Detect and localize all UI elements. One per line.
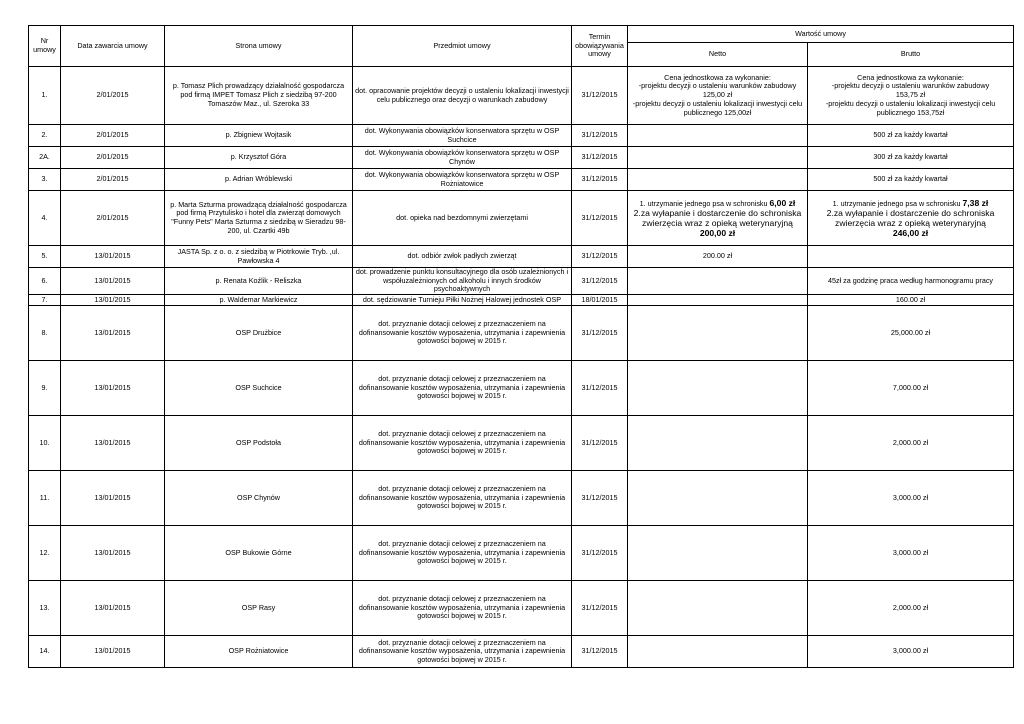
cell-subject: dot. przyznanie dotacji celowej z przeznaczeniem na dofinansowanie kosztów wyposażenia, utrzymania i zapewnienia gotowości bojowej w 2015 r. (353, 361, 572, 416)
cell-term: 31/12/2015 (572, 147, 628, 169)
table-row (29, 147, 1014, 169)
table-row (29, 67, 1014, 125)
cell-party: OSP Rasy (165, 581, 353, 636)
cell-date: 13/01/2015 (61, 295, 165, 306)
cell-party: OSP Podstoła (165, 416, 353, 471)
brutto-line-1: 1. utrzymanie jednego psa w schronisku (832, 198, 963, 208)
cell-subject: dot. opieka nad bezdomnymi zwierzętami (353, 191, 572, 246)
cell-term: 31/12/2015 (572, 581, 628, 636)
table-row (29, 295, 1014, 306)
cell-party: p. Marta Szturma prowadzącą działalność gospodarcza pod firmą Przytulisko i hotel dla zwierząt domowych "Funny Pets" Marta Szturma z siedzibą w Sieradzu 98-200, ul. Czartki 49b (165, 191, 353, 246)
cell-party: p. Renata Koźlik - Reliszka (165, 268, 353, 295)
header-value: Wartość umowy (628, 26, 1014, 43)
cell-brutto: 160.00 zł (808, 295, 1014, 306)
header-brutto: Brutto (808, 43, 1014, 67)
table-row (29, 191, 1014, 246)
cell-party: OSP Rożniatowice (165, 636, 353, 668)
cell-date: 2/01/2015 (61, 147, 165, 169)
cell-date: 13/01/2015 (61, 361, 165, 416)
table-row (29, 416, 1014, 471)
brutto-value-1: 7,38 zł (962, 197, 989, 208)
cell-brutto (808, 246, 1014, 268)
cell-nr: 4. (29, 191, 61, 246)
table-row (29, 246, 1014, 268)
header-date: Data zawarcia umowy (61, 26, 165, 67)
cell-brutto: 3,000.00 zł (808, 636, 1014, 668)
header-subject: Przedmiot umowy (353, 26, 572, 67)
cell-term: 31/12/2015 (572, 636, 628, 668)
cell-brutto: 3,000.00 zł (808, 471, 1014, 526)
cell-term: 31/12/2015 (572, 361, 628, 416)
table-row (29, 169, 1014, 191)
contracts-table (28, 25, 1014, 668)
cell-term: 18/01/2015 (572, 295, 628, 306)
cell-netto (628, 169, 808, 191)
cell-term: 31/12/2015 (572, 67, 628, 125)
cell-netto (628, 306, 808, 361)
brutto-line-2: 2.za wyłapanie i dostarczenie do schroniska zwierzęcia wraz z opieką weterynaryjną (826, 208, 995, 229)
cell-netto (628, 581, 808, 636)
cell-party: OSP Bukowie Górne (165, 526, 353, 581)
cell-subject: dot. opracowanie projektów decyzji o ustaleniu lokalizacji inwestycji celu publicznego oraz decyzji o warunkach zabudowy (353, 67, 572, 125)
cell-date: 13/01/2015 (61, 268, 165, 295)
netto-value-2: 200,00 zł (699, 228, 736, 239)
cell-date: 13/01/2015 (61, 306, 165, 361)
cell-date: 13/01/2015 (61, 526, 165, 581)
cell-date: 13/01/2015 (61, 471, 165, 526)
cell-brutto: 300 zł za każdy kwartał (808, 147, 1014, 169)
table-row (29, 636, 1014, 668)
netto-line-1: 1. utrzymanie jednego psa w schronisku (639, 198, 770, 208)
cell-netto (628, 636, 808, 668)
cell-brutto: 2,000.00 zł (808, 581, 1014, 636)
cell-netto (628, 191, 808, 246)
cell-subject: dot. przyznanie dotacji celowej z przeznaczeniem na dofinansowanie kosztów wyposażenia, utrzymania i zapewnienia gotowości bojowej w 2015 r. (353, 471, 572, 526)
cell-nr: 10. (29, 416, 61, 471)
cell-brutto: 45zł za godzinę praca według harmonogramu pracy (808, 268, 1014, 295)
cell-term: 31/12/2015 (572, 416, 628, 471)
cell-netto (628, 295, 808, 306)
cell-term: 31/12/2015 (572, 471, 628, 526)
cell-netto (628, 268, 808, 295)
cell-subject: dot. Wykonywania obowiązków konserwatora sprzętu w OSP Rożniatowice (353, 169, 572, 191)
cell-term: 31/12/2015 (572, 191, 628, 246)
cell-brutto: 2,000.00 zł (808, 416, 1014, 471)
brutto-value-2: 246,00 zł (892, 228, 929, 239)
cell-brutto: 25,000.00 zł (808, 306, 1014, 361)
table-row (29, 471, 1014, 526)
cell-party: JASTA Sp. z o. o. z siedzibą w Piotrkowie Tryb. ,ul. Pawłowska 4 (165, 246, 353, 268)
cell-brutto: Cena jednostkowa za wykonanie: -projektu decyzji o ustaleniu warunków zabudowy 153,75 zł -projektu decyzji o ustaleniu lokalizacji inwestycji celu publicznego 153,75zł (808, 67, 1014, 125)
cell-nr: 11. (29, 471, 61, 526)
table-row (29, 268, 1014, 295)
cell-date: 2/01/2015 (61, 125, 165, 147)
table-row (29, 581, 1014, 636)
cell-term: 31/12/2015 (572, 125, 628, 147)
cell-party: p. Waldemar Markiewicz (165, 295, 353, 306)
cell-brutto: 7,000.00 zł (808, 361, 1014, 416)
cell-netto (628, 471, 808, 526)
cell-party: p. Zbigniew Wojtasik (165, 125, 353, 147)
cell-nr: 13. (29, 581, 61, 636)
table-row (29, 125, 1014, 147)
header-party: Strona umowy (165, 26, 353, 67)
cell-date: 13/01/2015 (61, 416, 165, 471)
table-row (29, 361, 1014, 416)
netto-line-2: 2.za wyłapanie i dostarczenie do schroniska zwierzęcia wraz z opieką weterynaryjną (633, 208, 802, 229)
cell-date: 2/01/2015 (61, 67, 165, 125)
table-row (29, 526, 1014, 581)
cell-date: 2/01/2015 (61, 169, 165, 191)
cell-subject: dot. odbiór zwłok padłych zwierząt (353, 246, 572, 268)
cell-subject: dot. prowadzenie punktu konsultacyjnego dla osób uzależnionych i współuzależnionych od alkoholu i innych środków psychoaktywnych (353, 268, 572, 295)
header-term: Termin obowiązywania umowy (572, 26, 628, 67)
cell-subject: dot. przyznanie dotacji celowej z przeznaczeniem na dofinansowanie kosztów wyposażenia, utrzymania i zapewnienia gotowości bojowej w 2015 r. (353, 636, 572, 668)
cell-term: 31/12/2015 (572, 246, 628, 268)
cell-nr: 8. (29, 306, 61, 361)
cell-netto: Cena jednostkowa za wykonanie: -projektu decyzji o ustaleniu warunków zabudowy 125,00 zł -projektu decyzji o ustaleniu lokalizacji inwestycji celu publicznego 125,00zł (628, 67, 808, 125)
cell-party: OSP Drużbice (165, 306, 353, 361)
cell-party: OSP Suchcice (165, 361, 353, 416)
cell-netto (628, 361, 808, 416)
cell-party: p. Tomasz Plich prowadzący działalność gospodarcza pod firmą IMPET Tomasz Plich z siedzibą 97-200 Tomaszów Maz., ul. Szeroka 33 (165, 67, 353, 125)
cell-term: 31/12/2015 (572, 169, 628, 191)
cell-nr: 3. (29, 169, 61, 191)
cell-nr: 5. (29, 246, 61, 268)
cell-subject: dot. przyznanie dotacji celowej z przeznaczeniem na dofinansowanie kosztów wyposażenia, utrzymania i zapewnienia gotowości bojowej w 2015 r. (353, 526, 572, 581)
cell-netto: 200.00 zł (628, 246, 808, 268)
cell-subject: dot. przyznanie dotacji celowej z przeznaczeniem na dofinansowanie kosztów wyposażenia, utrzymania i zapewnienia gotowości bojowej w 2015 r. (353, 306, 572, 361)
header-nr: Nr umowy (29, 26, 61, 67)
cell-term: 31/12/2015 (572, 526, 628, 581)
table-row (29, 306, 1014, 361)
cell-date: 13/01/2015 (61, 246, 165, 268)
cell-party: p. Adrian Wróblewski (165, 169, 353, 191)
cell-brutto: 3,000.00 zł (808, 526, 1014, 581)
cell-nr: 9. (29, 361, 61, 416)
cell-term: 31/12/2015 (572, 268, 628, 295)
cell-netto (628, 526, 808, 581)
cell-nr: 14. (29, 636, 61, 668)
cell-netto (628, 416, 808, 471)
cell-brutto: 500 zł za każdy kwartał (808, 169, 1014, 191)
cell-nr: 1. (29, 67, 61, 125)
cell-term: 31/12/2015 (572, 306, 628, 361)
cell-party: OSP Chynów (165, 471, 353, 526)
netto-value-1: 6,00 zł (769, 197, 796, 208)
cell-nr: 7. (29, 295, 61, 306)
cell-subject: dot. przyznanie dotacji celowej z przeznaczeniem na dofinansowanie kosztów wyposażenia, utrzymania i zapewnienia gotowości bojowej w 2015 r. (353, 416, 572, 471)
cell-brutto (808, 191, 1014, 246)
cell-party: p. Krzysztof Góra (165, 147, 353, 169)
cell-brutto: 500 zł za każdy kwartał (808, 125, 1014, 147)
cell-netto (628, 125, 808, 147)
cell-subject: dot. sędziowanie Turnieju Piłki Nożnej Halowej jednostek OSP (353, 295, 572, 306)
cell-subject: dot. Wykonywania obowiązków konserwatora sprzętu w OSP Suchcice (353, 125, 572, 147)
cell-nr: 12. (29, 526, 61, 581)
cell-netto (628, 147, 808, 169)
cell-date: 2/01/2015 (61, 191, 165, 246)
header-row (29, 26, 1014, 43)
cell-date: 13/01/2015 (61, 581, 165, 636)
cell-date: 13/01/2015 (61, 636, 165, 668)
cell-subject: dot. przyznanie dotacji celowej z przeznaczeniem na dofinansowanie kosztów wyposażenia, utrzymania i zapewnienia gotowości bojowej w 2015 r. (353, 581, 572, 636)
cell-nr: 6. (29, 268, 61, 295)
header-netto: Netto (628, 43, 808, 67)
cell-subject: dot. Wykonywania obowiązków konserwatora sprzętu w OSP Chynów (353, 147, 572, 169)
cell-nr: 2A. (29, 147, 61, 169)
cell-nr: 2. (29, 125, 61, 147)
